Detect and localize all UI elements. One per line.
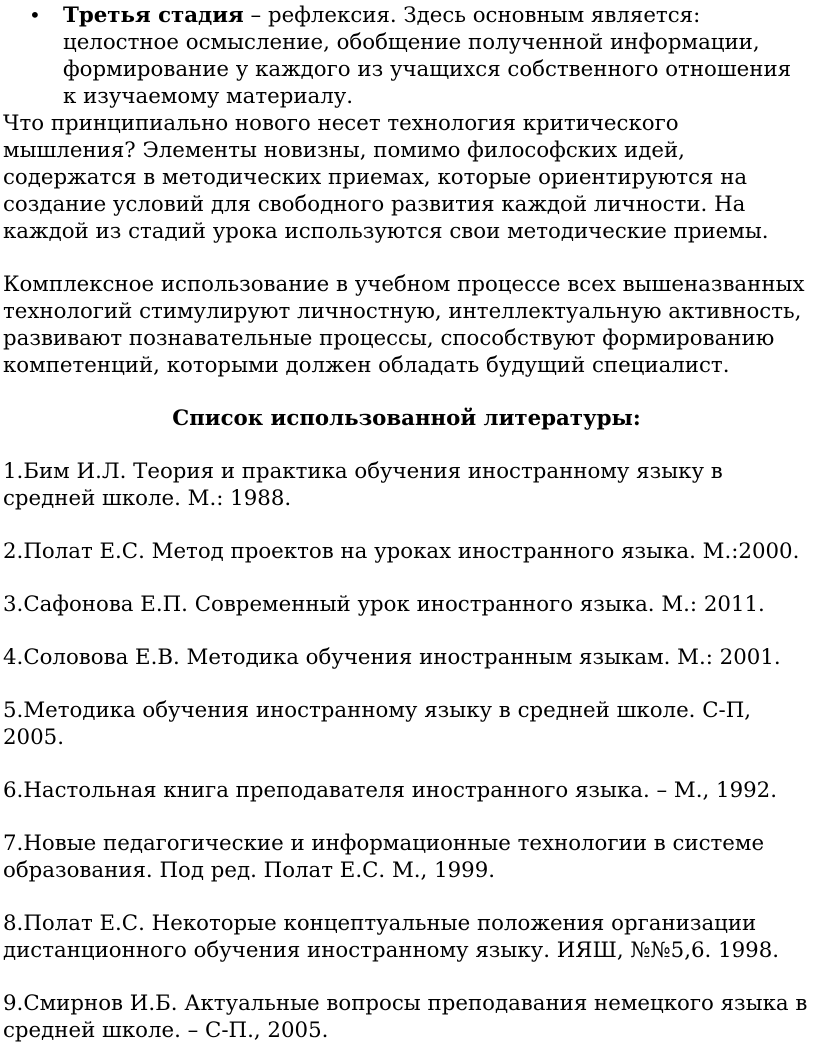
paragraph-novelty: Что принципиально нового несет технология критического мышления? Элементы новизны, помимо философских идей, содержатся в методических приемах, которые ориентируются на создание условий для свободного развития каждой личности. На каждой из стадий урока используются свои методические приемы. xyxy=(3,111,769,244)
reference-item: 2.Полат Е.С. Метод проектов на уроках иностранного языка. М.:2000. xyxy=(3,539,800,564)
reference-item: 6.Настольная книга преподавателя иностранного языка. – М., 1992. xyxy=(3,778,777,803)
bullet-description: – рефлексия. Здесь основным является: целостное осмысление, обобщение полученной информации, формирование у каждого из учащихся собственного отношения к изучаемому материалу. xyxy=(63,3,792,109)
reference-item: 8.Полат Е.С. Некоторые концептуальные положения организации дистанционного обучения иностранному языку. ИЯШ, №№5,6. 1998. xyxy=(3,911,780,963)
bullet-term: Третья стадия xyxy=(63,3,244,28)
reference-item: 3.Сафонова Е.П. Современный урок иностранного языка. М.: 2011. xyxy=(3,592,765,617)
reference-item: 9.Смирнов И.Б. Актуальные вопросы преподавания немецкого языка в средней школе. – С-П., 2005. xyxy=(3,991,808,1043)
reference-item: 7.Новые педагогические и информационные технологии в системе образования. Под ред. Полат Е.С. М., 1999. xyxy=(3,831,765,883)
bullet-list-item xyxy=(3,2,810,110)
paragraph-complex-use: Комплексное использование в учебном процессе всех вышеназванных технологий стимулируют личностную, интеллектуальную активность, развивают познавательные процессы, способствуют формированию компетенций, которыми должен обладать будущий специалист. xyxy=(3,272,805,378)
references-list xyxy=(3,458,810,1044)
reference-item: 1.Бим И.Л. Теория и практика обучения иностранному языку в средней школе. М.: 1988. xyxy=(3,459,723,511)
reference-item: 5.Методика обучения иностранному языку в средней школе. С-П, 2005. xyxy=(3,698,752,750)
reference-item: 4.Соловова Е.В. Методика обучения иностранным языкам. М.: 2001. xyxy=(3,645,781,670)
bullet-dot-icon: • xyxy=(29,3,41,27)
bullet-text xyxy=(63,2,810,110)
references-heading: Список использованной литературы: xyxy=(172,406,641,431)
